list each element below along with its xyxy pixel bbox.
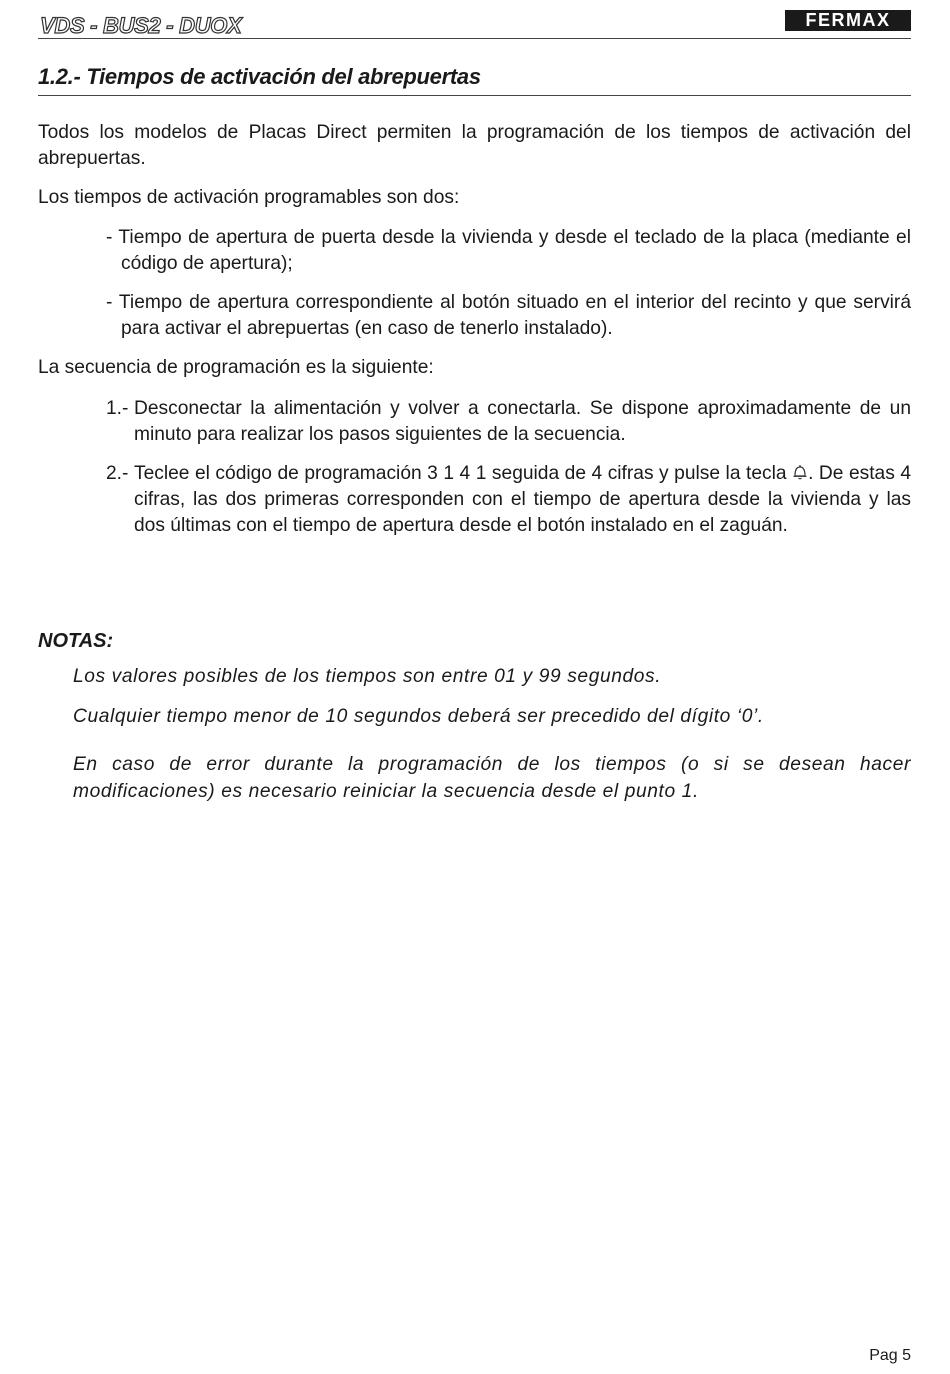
step-text-after-icon: . De estas 4 cifras, las dos primeras corresponden con el tiempo de apertura desde la vivienda y las dos últimas con el tiempo de apertura desde el botón instalado en el zaguán. bbox=[134, 463, 912, 536]
notes-title: NOTAS: bbox=[38, 630, 114, 652]
step-text-before-icon: Teclee el código de programación 3 1 4 1 seguida de 4 cifras y pulse la tecla bbox=[134, 463, 793, 484]
note-item: En caso de error durante la programación de los tiempos (o si se desean hacer modificaciones) es necesario reiniciar la secuencia desde el punto 1. bbox=[73, 754, 911, 802]
brand-logo: FERMAX bbox=[785, 10, 911, 31]
bell-icon bbox=[792, 463, 808, 481]
step-text: Desconectar la alimentación y volver a conectarla. Se dispone aproximadamente de un minuto para realizar los pasos siguientes de la secuencia. bbox=[134, 398, 911, 445]
page-header bbox=[38, 10, 911, 39]
document-title: VDS - BUS2 - DUOX bbox=[40, 13, 242, 38]
step-item bbox=[106, 461, 911, 539]
section-heading: 1.2.- Tiempos de activación del abrepuertas bbox=[38, 62, 911, 96]
step-number: 2.- bbox=[106, 463, 129, 484]
lead-paragraph-times: Los tiempos de activación programables son dos: bbox=[38, 187, 460, 208]
step-item bbox=[106, 396, 911, 448]
note-item: Cualquier tiempo menor de 10 segundos deberá ser precedido del dígito ‘0’. bbox=[73, 706, 764, 727]
list-item: - Tiempo de apertura de puerta desde la vivienda y desde el teclado de la placa (mediante el código de apertura); bbox=[106, 227, 911, 274]
list-item: - Tiempo de apertura correspondiente al botón situado en el interior del recinto y que servirá para activar el abrepuertas (en caso de tenerlo instalado). bbox=[106, 292, 911, 339]
step-number: 1.- bbox=[106, 398, 129, 419]
note-item: Los valores posibles de los tiempos son entre 01 y 99 segundos. bbox=[73, 666, 662, 687]
page-number: Pag 5 bbox=[869, 1347, 911, 1364]
intro-paragraph: Todos los modelos de Placas Direct permiten la programación de los tiempos de activación del abrepuertas. bbox=[38, 122, 911, 169]
lead-paragraph-sequence: La secuencia de programación es la siguiente: bbox=[38, 357, 434, 378]
